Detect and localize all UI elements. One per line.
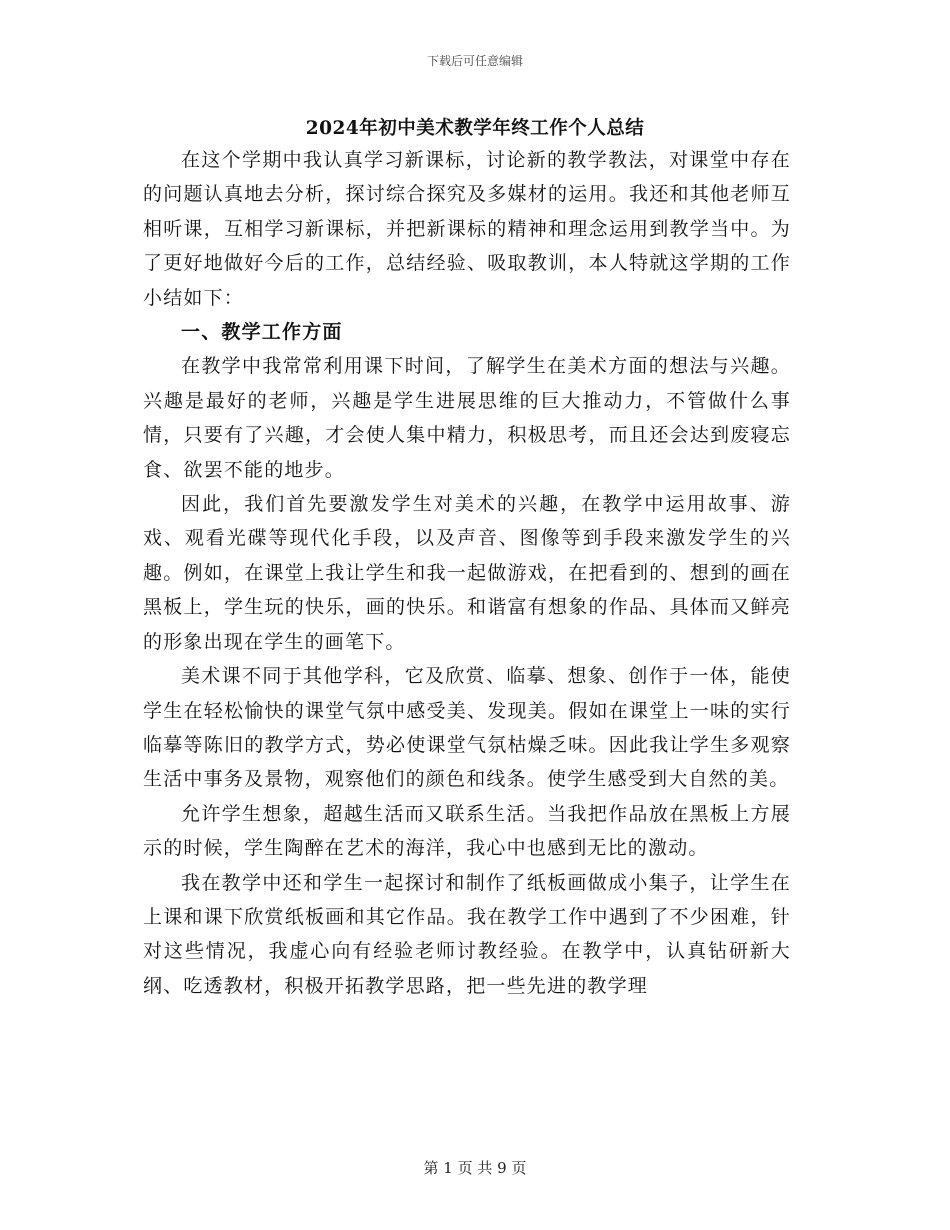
document-title: 2024年初中美术教学年终工作个人总结 [305, 118, 645, 139]
body-paragraph: 美术课不同于其他学科，它及欣赏、临摹、想象、创作于一体，能使学生在轻松愉快的课堂气氛中感受美、发现美。假如在课堂上一味的实行临摹等陈旧的教学方式，势必使课堂气氛枯燥乏味。因此我让学生多观察生活中事务及景物，观察他们的颜色和线条。使学生感受到大自然的美。 [143, 665, 791, 791]
page-header-note: 下载后可任意编辑 [426, 54, 523, 68]
body-paragraph: 允许学生想象，超越生活而又联系生活。当我把作品放在黑板上方展示的时候，学生陶醉在艺术的海洋，我心中也感到无比的激动。 [143, 802, 791, 860]
document-body [143, 143, 791, 1003]
body-paragraph: 因此，我们首先要激发学生对美术的兴趣，在教学中运用故事、游戏、观看光碟等现代化手段，以及声音、图像等到手段来激发学生的兴趣。例如，在课堂上我让学生和我一起做游戏，在把看到的、想到的画在黑板上，学生玩的快乐，画的快乐。和谐富有想象的作品、具体而又鲜亮的形象出现在学生的画笔下。 [143, 493, 791, 653]
body-paragraph: 在教学中我常常利用课下时间，了解学生在美术方面的想法与兴趣。兴趣是最好的老师，兴趣是学生进展思维的巨大推动力，不管做什么事情，只要有了兴趣，才会使人集中精力，积极思考，而且还会达到废寝忘食、欲罢不能的地步。 [143, 355, 791, 481]
intro-paragraph: 在这个学期中我认真学习新课标，讨论新的教学教法，对课堂中存在的问题认真地去分析，探讨综合探究及多媒材的运用。我还和其他老师互相听课，互相学习新课标，并把新课标的精神和理念运用到教学当中。为了更好地做好今后的工作，总结经验、吸取教训，本人特就这学期的工作小结如下： [143, 149, 791, 309]
page-number-footer: 第 1 页 共 9 页 [423, 1159, 527, 1177]
section-heading-teaching-work: 一、教学工作方面 [181, 321, 343, 344]
body-paragraph: 我在教学中还和学生一起探讨和制作了纸板画做成小集子，让学生在上课和课下欣赏纸板画和其它作品。我在教学工作中遇到了不少困难，针对这些情况，我虚心向有经验老师讨教经验。在教学中，认真钻研新大纲、吃透教材，积极开拓教学思路，把一些先进的教学理 [143, 871, 791, 997]
